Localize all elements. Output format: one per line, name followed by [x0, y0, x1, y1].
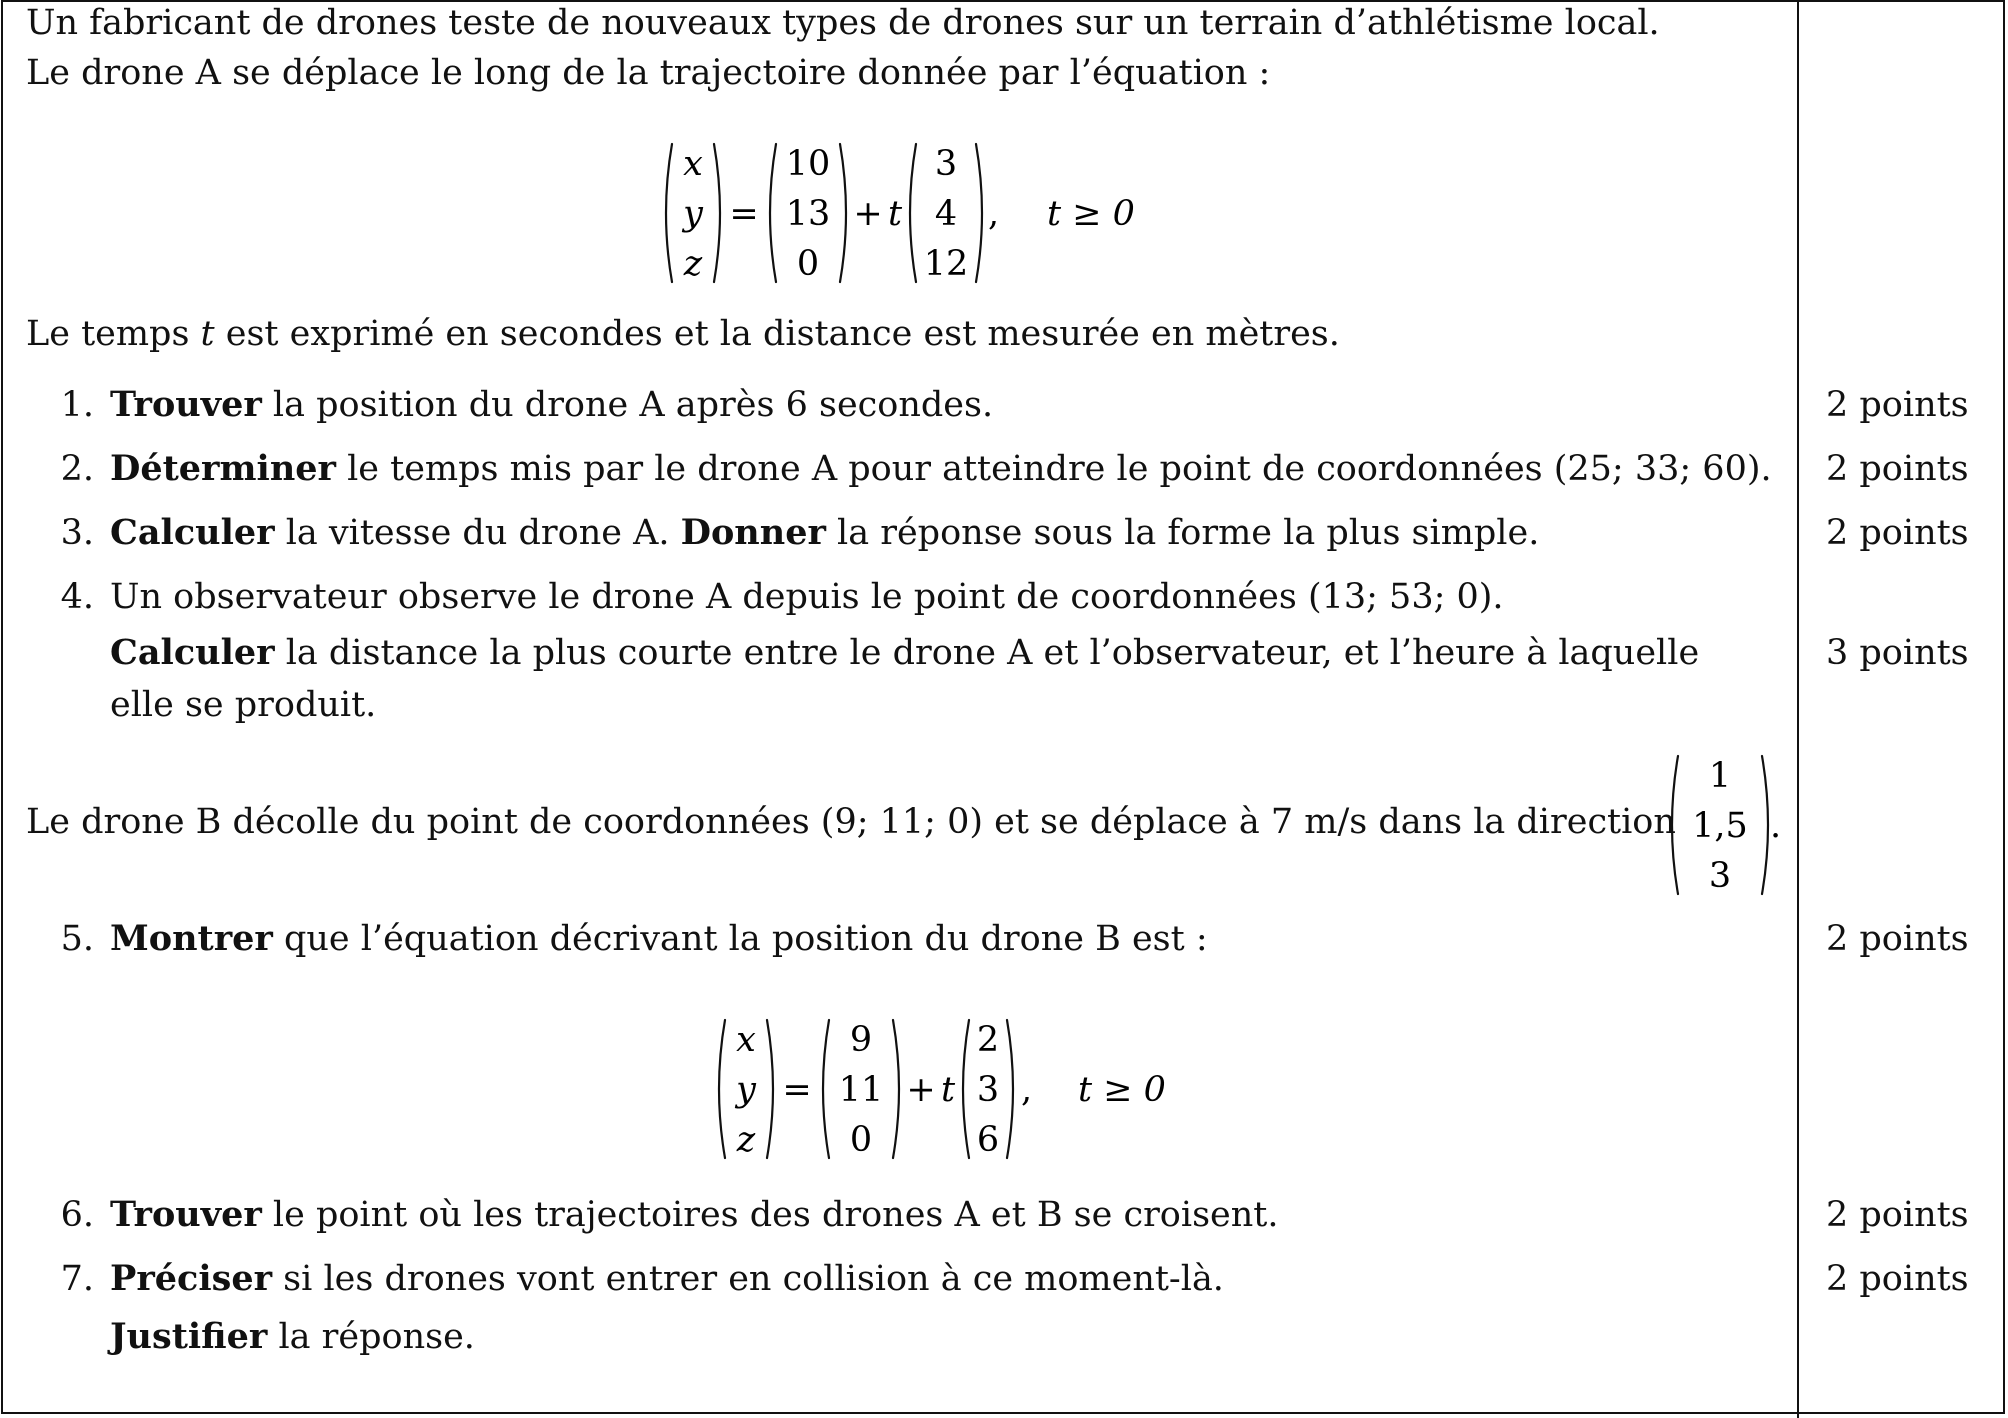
eq-b-plus: + [906, 1070, 936, 1110]
q2-verb: Déterminer [110, 448, 336, 489]
q4-line-1: Un observateur observe le drone A depuis le point de coordonnées (13; 53; 0). [110, 577, 1504, 617]
drone-b-direction-vector [1666, 750, 1786, 900]
drone-b-period: . [1770, 806, 1782, 846]
q3-verb-2: Donner [680, 512, 826, 553]
q5-text [110, 918, 1208, 960]
q3-body-2: la réponse sous la forme la plus simple. [825, 513, 1540, 553]
eq-a-condition: t ≥ 0 [1047, 194, 1135, 234]
q4-verb: Calculer [110, 632, 275, 673]
eq-a-plus: + [853, 194, 883, 234]
q5-points: 2 points [1826, 919, 1969, 959]
eq-b-equals: = [782, 1070, 812, 1110]
drone-b-dir-y: 1,5 [1692, 806, 1748, 846]
eq-b-dir-y: 3 [976, 1070, 1000, 1110]
q3-body: la vitesse du drone A. [274, 513, 681, 553]
q6-verb: Trouver [110, 1194, 262, 1235]
q1-verb: Trouver [110, 384, 262, 425]
q4-body: la distance la plus courte entre le drone A et l’observateur, et l’heure à laquelle [274, 633, 1700, 673]
eq-a-x: x [683, 144, 703, 184]
units-note-before: Le temps [26, 314, 201, 354]
q6-body: le point où les trajectoires des drones A et B se croisent. [261, 1195, 1279, 1235]
q7-points: 2 points [1826, 1259, 1969, 1299]
drone-b-dir-z: 3 [1708, 856, 1732, 896]
q3-verb: Calculer [110, 512, 275, 553]
eq-b-dir-z: 6 [976, 1120, 1000, 1160]
q2-number: 2. [60, 449, 94, 489]
q2-text [110, 448, 1772, 490]
eq-a-dir-x: 3 [934, 144, 958, 184]
eq-b-comma: , [1021, 1070, 1033, 1110]
q1-points: 2 points [1826, 385, 1969, 425]
eq-a-comma: , [988, 194, 1000, 234]
eq-a-point-z: 0 [796, 244, 820, 284]
q7-body-2: la réponse. [267, 1317, 475, 1357]
q5-body: que l’équation décrivant la position du drone B est : [272, 919, 1208, 959]
intro-line-1: Un fabricant de drones teste de nouveaux types de drones sur un terrain d’athlétisme local. [26, 3, 1660, 43]
q7-line-1 [110, 1258, 1224, 1300]
equation-drone-b [713, 1014, 1193, 1164]
q3-points: 2 points [1826, 513, 1969, 553]
q4-points: 3 points [1826, 633, 1969, 673]
eq-b-param: t [940, 1070, 956, 1110]
q6-points: 2 points [1826, 1195, 1969, 1235]
eq-b-point-z: 0 [849, 1120, 873, 1160]
q7-number: 7. [60, 1259, 94, 1299]
points-column-divider [1797, 0, 1799, 1418]
q5-verb: Montrer [110, 918, 273, 959]
q7-line-2 [110, 1316, 475, 1358]
q4-number: 4. [60, 577, 94, 617]
q4-line-3: elle se produit. [110, 685, 377, 725]
q6-text [110, 1194, 1278, 1236]
eq-b-dir-x: 2 [976, 1020, 1000, 1060]
eq-b-z: z [736, 1120, 756, 1160]
eq-b-x: x [736, 1020, 756, 1060]
eq-a-z: z [683, 244, 703, 284]
units-note-after: est exprimé en secondes et la distance est mesurée en mètres. [214, 314, 1340, 354]
q6-number: 6. [60, 1195, 94, 1235]
q2-points: 2 points [1826, 449, 1969, 489]
units-note [26, 313, 1340, 355]
q1-body: la position du drone A après 6 secondes. [261, 385, 994, 425]
eq-b-point-y: 11 [838, 1070, 884, 1110]
intro-line-2: Le drone A se déplace le long de la trajectoire donnée par l’équation : [26, 53, 1271, 93]
eq-b-condition: t ≥ 0 [1078, 1070, 1166, 1110]
q3-text [110, 512, 1539, 554]
q1-number: 1. [60, 385, 94, 425]
drone-b-text: Le drone B décolle du point de coordonnées (9; 11; 0) et se déplace à 7 m/s dans la direction [26, 802, 1676, 842]
q4-line-2 [110, 632, 1699, 674]
eq-b-y: y [736, 1070, 756, 1110]
q7-body: si les drones vont entrer en collision à ce moment-là. [272, 1259, 1224, 1299]
q5-number: 5. [60, 919, 94, 959]
eq-a-dir-z: 12 [923, 244, 969, 284]
q7-verb-2: Justifier [110, 1316, 268, 1357]
q3-number: 3. [60, 513, 94, 553]
eq-a-param: t [887, 194, 903, 234]
eq-a-dir-y: 4 [934, 194, 958, 234]
eq-a-y: y [683, 194, 703, 234]
q7-verb: Préciser [110, 1258, 273, 1299]
q2-body: le temps mis par le drone A pour atteindre le point de coordonnées (25; 33; 60). [335, 449, 1772, 489]
eq-a-point-x: 10 [785, 144, 831, 184]
drone-b-dir-x: 1 [1708, 756, 1732, 796]
q1-text [110, 384, 993, 426]
units-note-var: t [200, 314, 215, 354]
equation-drone-a [660, 138, 1160, 288]
eq-a-equals: = [729, 194, 759, 234]
eq-b-point-x: 9 [849, 1020, 873, 1060]
eq-a-point-y: 13 [785, 194, 831, 234]
